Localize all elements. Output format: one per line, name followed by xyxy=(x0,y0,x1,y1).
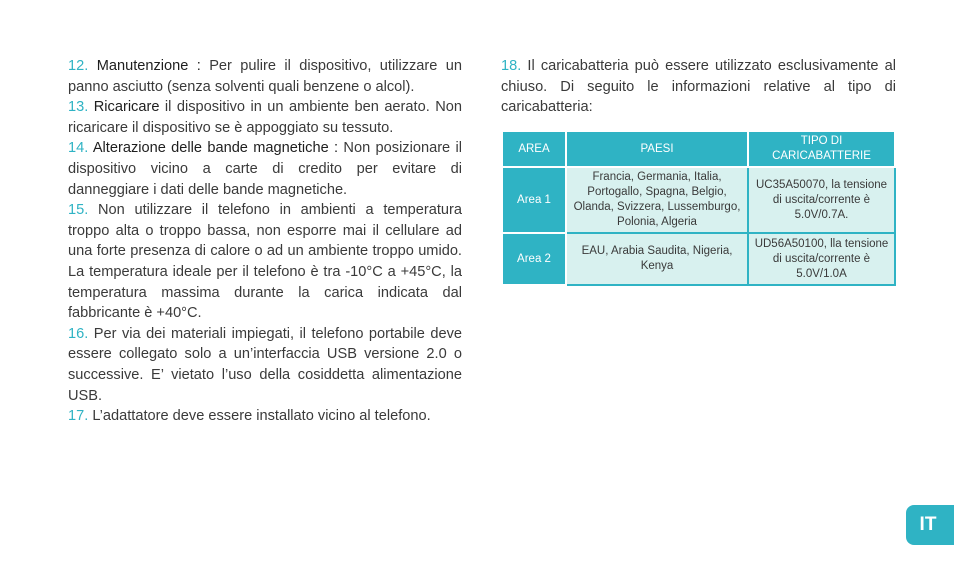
charger-cell: UC35A50070, la tensione di uscita/corrente è 5.0V/0.7A. xyxy=(748,167,895,233)
header-charger-type: TIPO DI CARICABATTERIE xyxy=(748,131,895,167)
table-row xyxy=(502,233,895,285)
item-number: 13. xyxy=(68,99,89,116)
item-term: Ricaricare xyxy=(93,99,160,116)
item-13 xyxy=(68,97,462,138)
item-number: 16. xyxy=(68,325,89,342)
item-number: 17. xyxy=(68,408,89,425)
item-text: Per pulire il dispositivo, utilizzare un panno asciutto (senza solventi quali benzene o alcol). xyxy=(68,58,462,95)
item-text: il dispositivo in un ambiente ben aerato. Non ricaricare il dispositivo se è appoggiato su tessuto. xyxy=(68,99,462,136)
item-number: 15. xyxy=(68,202,89,219)
header-paesi: PAESI xyxy=(566,131,748,167)
item-text: Non posizionare il dispositivo vicino a carte di credito per evitare di danneggiare i dati delle bande magnetiche. xyxy=(68,140,462,198)
item-14 xyxy=(68,138,462,200)
item-number: 18. xyxy=(501,58,522,74)
item-15 xyxy=(68,200,462,324)
item-17 xyxy=(68,406,462,427)
header-area: AREA xyxy=(502,131,566,167)
countries-cell: Francia, Germania, Italia, Portogallo, Spagna, Belgio, Olanda, Svizzera, Lussemburgo, Polonia, Algeria xyxy=(566,167,748,233)
countries-cell: EAU, Arabia Saudita, Nigeria, Kenya xyxy=(566,233,748,285)
item-text: Per via dei materiali impiegati, il telefono portabile deve essere collegato solo a un’interfaccia USB versione 2.0 o successive. E’ vietato l’uso della cosiddetta alimentazione USB. xyxy=(68,325,462,404)
item-18 xyxy=(501,56,896,118)
item-text: Non utilizzare il telefono in ambienti a temperatura troppo alta o troppo bassa, non esporre mai il cellulare ad una forte presenza di calore o ad un ambiente troppo umido. La temperatura ideale per il telefono è tra -10°C a +45°C, la temperatura massima durante la carica indicata dal fabbricante è +40°C. xyxy=(68,202,462,322)
table-header-row xyxy=(502,131,895,167)
charger-table xyxy=(501,130,896,286)
item-text: Il caricabatteria può essere utilizzato esclusivamente al chiuso. Di seguito le informazioni relative al tipo di caricabatteria: xyxy=(501,58,896,116)
left-column xyxy=(68,56,462,427)
item-number: 12. xyxy=(68,58,89,74)
language-tab: IT xyxy=(906,505,954,545)
right-column xyxy=(501,56,896,118)
item-term: Alterazione delle bande magnetiche : xyxy=(92,140,339,157)
area-cell: Area 2 xyxy=(502,233,566,285)
item-16 xyxy=(68,324,462,406)
item-number: 14. xyxy=(68,140,89,157)
item-12 xyxy=(68,56,462,97)
table-row xyxy=(502,167,895,233)
area-cell: Area 1 xyxy=(502,167,566,233)
charger-cell: UD56A50100, lla tensione di uscita/corrente è 5.0V/1.0A xyxy=(748,233,895,285)
item-text: L’adattatore deve essere installato vicino al telefono. xyxy=(88,408,431,425)
item-term: Manutenzione : xyxy=(96,58,201,74)
